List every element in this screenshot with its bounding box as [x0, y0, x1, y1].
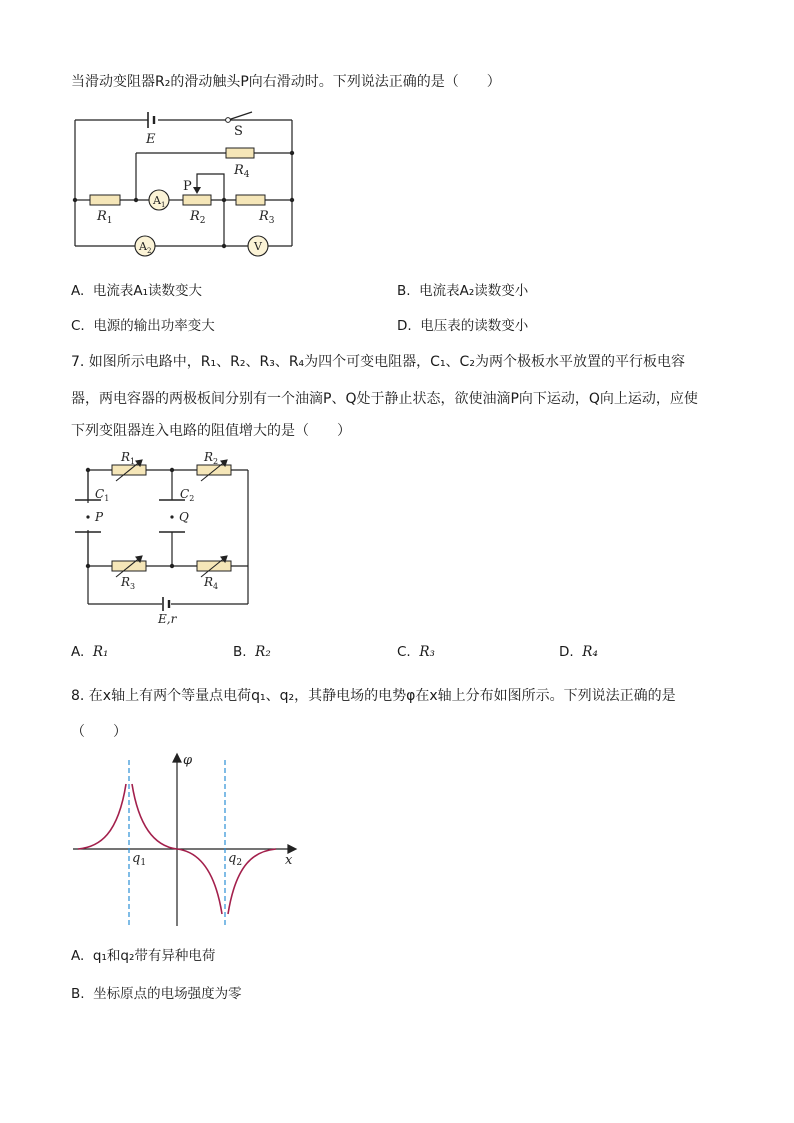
q6-option-b[interactable]: B. 电流表A₂读数变小 [397, 283, 529, 299]
q8-potential-graph [70, 748, 300, 930]
q7-stem-line3: 下列变阻器连入电路的阻值增大的是（ ） [71, 423, 351, 439]
resistor-r4 [226, 148, 254, 158]
label-e: E [146, 132, 156, 147]
label-c2: $C_2$ [180, 487, 195, 503]
switch-contact [226, 118, 231, 123]
label-r4: $R_4$ [234, 163, 250, 180]
q6-option-a[interactable]: A. 电流表A₁读数变大 [71, 283, 203, 299]
q6-option-d[interactable]: D. 电压表的读数变小 [397, 318, 529, 334]
q7-stem-line2: 器，两电容器的两极板间分别有一个油滴P、Q处于静止状态，欲使油滴P向下运动，Q向上运动，应使 [71, 391, 698, 407]
label-r4: $R_4$ [204, 575, 219, 591]
q7-stem-line1: 7. 如图所示电路中，R₁、R₂、R₃、R₄为四个可变电阻器，C₁、C₂为两个极板水平放置的平行板电容 [71, 354, 685, 370]
phi-curve-left [78, 784, 126, 849]
oil-drop-p [86, 515, 89, 518]
q7-option-c[interactable]: C. R₃ [397, 644, 435, 660]
q7-option-b[interactable]: B. R₂ [233, 644, 271, 660]
label-r2: $R_2$ [204, 450, 219, 466]
label-r2: $R_2$ [190, 209, 206, 226]
resistor-r2 [183, 195, 211, 205]
label-phi: φ [183, 753, 193, 768]
resistor-r3 [236, 195, 265, 205]
phi-axis-arrow-icon [173, 754, 181, 762]
label-p: P [183, 179, 192, 194]
q8-option-b[interactable]: B. 坐标原点的电场强度为零 [71, 986, 242, 1002]
label-a2: $A_2$ [139, 240, 152, 255]
label-q2: $q_2$ [228, 851, 243, 868]
slider-arrow-icon [193, 187, 201, 194]
q6-circuit-figure [66, 108, 306, 266]
label-r3: $R_3$ [121, 575, 136, 591]
label-q: Q [179, 510, 189, 524]
phi-curve-q1-right [132, 784, 177, 849]
x-axis-arrow-icon [288, 845, 296, 853]
q7-option-a[interactable]: A. R₁ [71, 644, 109, 660]
label-p: P [95, 510, 104, 524]
q6-stem: 当滑动变阻器R₂的滑动触头P向右滑动时。下列说法正确的是（ ） [71, 74, 501, 90]
q8-stem-line1: 8. 在x轴上有两个等量点电荷q₁、q₂，其静电场的电势φ在x轴上分布如图所示。下列说法正确的是 [71, 688, 676, 704]
q8-stem-line2: （ ） [71, 724, 127, 740]
label-q1: $q_1$ [132, 851, 147, 868]
q8-option-a[interactable]: A. q₁和q₂带有异种电荷 [71, 948, 216, 964]
oil-drop-q [170, 515, 173, 518]
label-er: E,r [158, 612, 177, 626]
label-s: S [234, 124, 243, 139]
phi-curve-middle [177, 849, 222, 914]
resistor-r1 [90, 195, 120, 205]
q7-circuit-figure [70, 448, 260, 630]
label-v: V [254, 240, 262, 253]
label-r3: $R_3$ [259, 209, 275, 226]
label-c1: $C_1$ [95, 487, 110, 503]
label-a1: $A_1$ [153, 194, 166, 209]
q6-option-c[interactable]: C. 电源的输出功率变大 [71, 318, 215, 334]
label-x: x [285, 853, 293, 868]
q7-option-d[interactable]: D. R₄ [559, 644, 598, 660]
label-r1: $R_1$ [121, 450, 136, 466]
label-r1: $R_1$ [97, 209, 113, 226]
